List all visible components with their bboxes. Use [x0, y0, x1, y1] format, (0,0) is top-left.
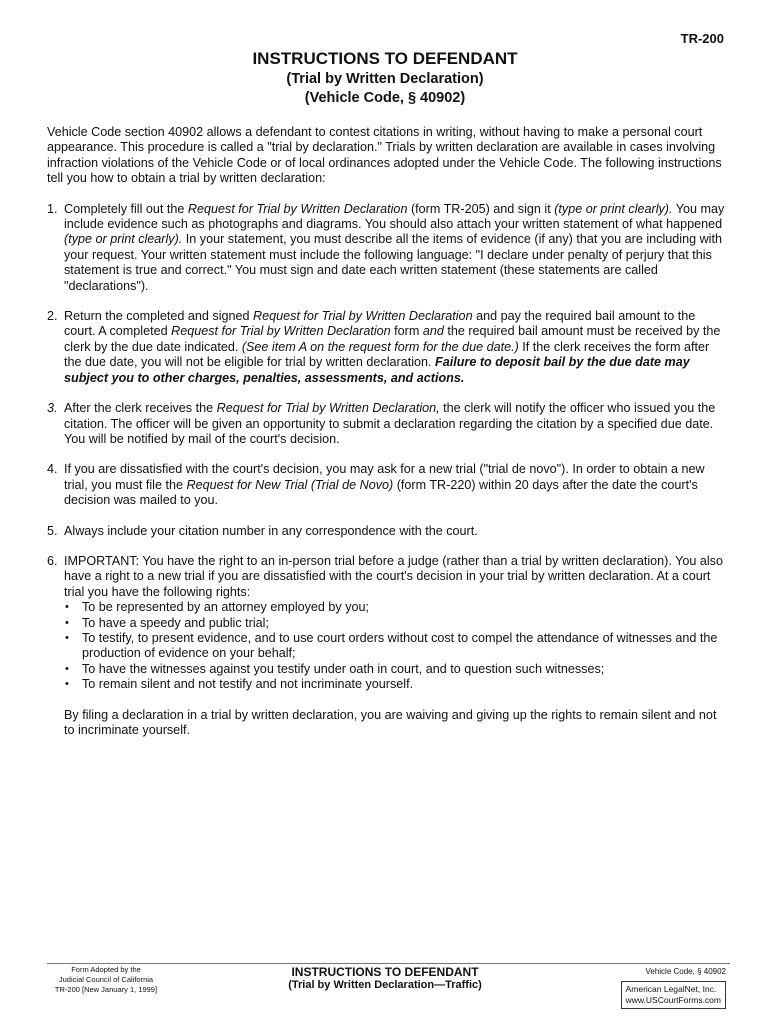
footer-adoption-info — [40, 965, 172, 995]
footer-divider — [47, 963, 730, 964]
item-number: 5. — [47, 523, 58, 538]
item-text: and pay the required bail amount to the court. A completed — [64, 309, 696, 339]
bullet-icon: • — [65, 662, 69, 675]
bail-warning: Failure to deposit bail by the due date may subject you to other charges, penalties, assessments, and actions. — [64, 355, 690, 385]
item-text: (form TR-220) within 20 days after the date the court's decision was mailed to you. — [64, 477, 698, 508]
item-text: the clerk will notify the officer who issued you the citation. The officer will be given an opportunity to submit a declaration regarding the citation by a specified due date. You will be notified by mail of the court's decision. — [64, 401, 716, 446]
adoption-line: Form Adopted by the — [71, 965, 141, 974]
right-text: To have the witnesses against you testify under oath in court, and to question such witnesses; — [82, 661, 605, 676]
waiver-paragraph: By filing a declaration in a trial by written declaration, you are waiving and giving up the rights to remain silent and not to incriminate yourself. — [64, 707, 717, 737]
item-number: 6. — [47, 553, 58, 568]
instruction-item-2 — [47, 309, 730, 386]
footer-title-sub: (Trial by Written Declaration—Traffic) — [288, 979, 482, 991]
item-text: After the clerk receives the — [64, 401, 217, 416]
instruction-item-5 — [47, 524, 730, 539]
document-title — [0, 48, 770, 108]
form-name: Request for Trial by Written Declaration — [253, 309, 473, 324]
adoption-line: TR-200 [New January 1, 1999] — [54, 985, 158, 994]
title-main: INSTRUCTIONS TO DEFENDANT — [252, 49, 518, 68]
rights-list-item — [64, 631, 730, 662]
intro-paragraph: Vehicle Code section 40902 allows a defendant to contest citations in writing, without having to make a personal court appearance. This procedure is called a "trial by declaration." Trials by written declaration are available in cases involving infraction violations of the Vehicle Code or of local ordinances adopted under the Vehicle Code. The following instructions tell you how to obtain a trial by written declaration: — [47, 125, 722, 186]
form-name: Request for Trial by Written Declaration, — [216, 401, 440, 416]
item-number: 1. — [47, 201, 58, 216]
instruction-item-4 — [47, 462, 730, 508]
rights-intro: IMPORTANT: You have the right to an in-person trial before a judge (rather than a trial by written declaration). You also have a right to a new trial if you are dissatisfied with the court's decision in your trial by written declaration. At a court trial you have the following rights: — [64, 553, 723, 599]
item-text: form — [390, 324, 423, 339]
rights-list-item — [64, 677, 730, 692]
adoption-line: Judicial Council of California — [58, 975, 154, 984]
item-emphasis: (See item A on the request form for the due date.) — [241, 339, 519, 354]
bullet-icon: • — [65, 616, 69, 629]
item-text: Completely fill out the — [64, 201, 188, 216]
item-emphasis: and — [422, 324, 444, 339]
item-number: 2. — [47, 309, 58, 324]
right-text: To have a speedy and public trial; — [82, 615, 269, 630]
item-emphasis: (type or print clearly). — [64, 232, 183, 247]
item-text: You may include evidence such as photographs and diagrams. You should also attach your written statement of what happened — [64, 201, 725, 232]
item-text: Always include your citation number in any correspondence with the court. — [64, 523, 478, 538]
rights-list — [64, 600, 730, 692]
item-text: (form TR-205) and sign it — [407, 201, 555, 216]
bullet-icon: • — [65, 678, 69, 691]
item-number: 3. — [47, 401, 58, 416]
right-text: To testify, to present evidence, and to use court orders without cost to compel the attendance of witnesses and the production of evidence on your behalf; — [82, 630, 718, 661]
publisher-box — [621, 981, 726, 1009]
bullet-icon: • — [65, 631, 69, 644]
item-number: 4. — [47, 462, 58, 477]
title-subtitle-1: (Trial by Written Declaration) — [286, 71, 484, 87]
item-emphasis: (type or print clearly). — [554, 201, 673, 216]
bullet-icon: • — [65, 601, 69, 614]
item-text: In your statement, you must describe all the items of evidence (if any) that you are including with your request. Your written statement must include the following language: "I declare under penalty of perjury that this statement is true and correct." You must sign and date each written statement (these statements are called "declarations"). — [64, 232, 722, 293]
publisher-website-link[interactable]: www.USCourtForms.com — [625, 995, 721, 1005]
right-text: To remain silent and not testify and not incriminate yourself. — [82, 677, 414, 692]
form-name: Request for Trial by Written Declaration — [187, 201, 408, 216]
form-number: TR-200 — [680, 31, 724, 46]
item-text: the required bail amount must be received by the clerk by the due date indicated. — [64, 324, 721, 354]
form-name: Request for New Trial (Trial de Novo) — [186, 477, 394, 492]
right-text: To be represented by an attorney employed by you; — [82, 600, 370, 615]
title-subtitle-2: (Vehicle Code, § 40902) — [304, 90, 466, 106]
instruction-list — [47, 202, 730, 693]
publisher-name: American LegalNet, Inc. — [625, 984, 717, 994]
footer-title-main: INSTRUCTIONS TO DEFENDANT — [291, 965, 479, 979]
item-text: If you are dissatisfied with the court's decision, you may ask for a new trial ("trial de novo"). In order to obtain a new trial, you must file the — [64, 462, 705, 492]
instruction-item-6 — [47, 554, 730, 693]
instruction-item-1 — [47, 202, 730, 294]
rights-list-item — [64, 662, 730, 677]
rights-list-item — [64, 600, 730, 615]
form-name: Request for Trial by Written Declaration — [171, 324, 391, 339]
item-text: If the clerk receives the form after the due date, you will not be eligible for trial by written declaration. — [64, 339, 710, 370]
rights-list-item — [64, 616, 730, 631]
instruction-item-3 — [47, 401, 730, 447]
footer-code-reference: Vehicle Code, § 40902 — [645, 967, 726, 976]
footer-title — [240, 965, 530, 992]
instructions-body — [47, 125, 730, 738]
item-text: Return the completed and signed — [64, 309, 254, 324]
